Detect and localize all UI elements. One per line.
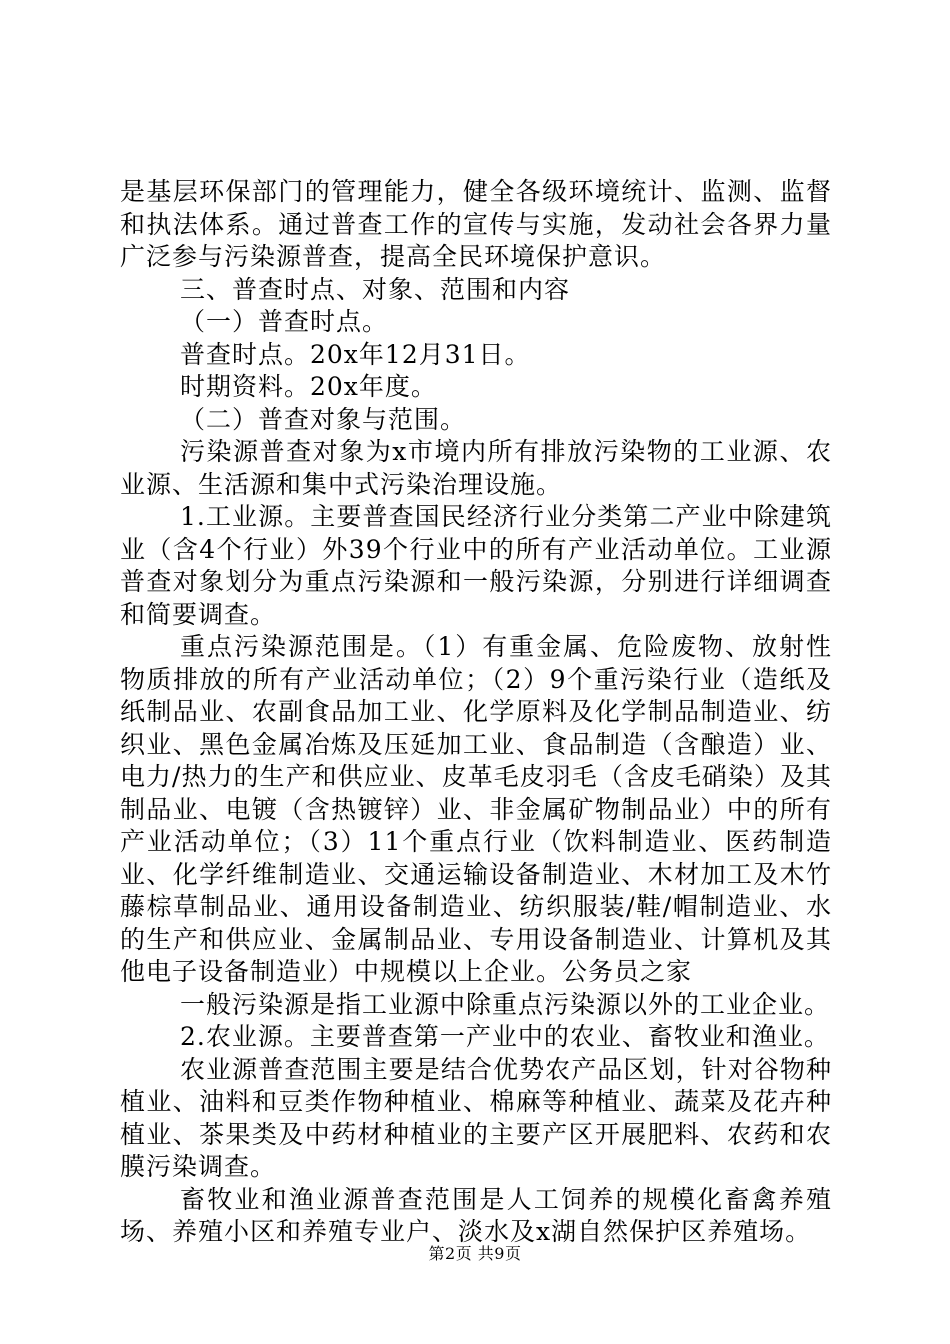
paragraph-period-data: 时期资料。20x年度。 (180, 372, 437, 401)
subsection-heading-two: （二）普查对象与范围。 (180, 404, 467, 434)
page-number-footer: 第2页 共9页 (428, 1244, 522, 1263)
paragraph-general-pollution-sources: 一般污染源是指工业源中除重点污染源以外的工业企业。 (180, 989, 831, 1019)
paragraph-agricultural-scope: 农业源普查范围主要是结合优势农产品区划，针对谷物种植业、油料和豆类作物种植业、棉麻等种植业、蔬菜及花卉种植业、茶果类及中药材种植业的主要产区开展肥料、农药和农膜污染调查。 (120, 1054, 832, 1181)
paragraph-continuation: 是基层环保部门的管理能力，健全各级环境统计、监测、监督和执法体系。通过普查工作的宣传与实施，发动社会各界力量广泛参与污染源普查，提高全民环境保护意识。 (120, 177, 832, 271)
paragraph-key-pollution-sources: 重点污染源范围是。（1）有重金属、危险废物、放射性物质排放的所有产业活动单位；（2）9个重污染行业（造纸及纸制品业、农副食品加工业、化学原料及化学制品制造业、纺织业、黑色金属冶炼及压延加工业、食品制造（含酿造）业、电力/热力的生产和供应业、皮革毛皮羽毛（含皮毛硝染）及其制品业、电镀（含热镀锌）业、非金属矿物制品业）中的所有产业活动单位；（3）11个重点行业（饮料制造业、医药制造业、化学纤维制造业、交通运输设备制造业、木材加工及木竹藤棕草制品业、通用设备制造业、纺织服装/鞋/帽制造业、水的生产和供应业、金属制品业、专用设备制造业、计算机及其他电子设备制造业）中规模以上企业。公务员之家 (120, 632, 832, 986)
paragraph-census-objects: 污染源普查对象为x市境内所有排放污染物的工业源、农业源、生活源和集中式污染治理设施。 (120, 437, 832, 499)
paragraph-census-time: 普查时点。20x年12月31日。 (180, 339, 531, 369)
paragraph-industrial-source: 1.工业源。主要普查国民经济行业分类第二产业中除建筑业（含4个行业）外39个行业中的所有产业活动单位。工业源普查对象划分为重点污染源和一般污染源，分别进行详细调查和简要调查。 (120, 502, 832, 629)
document-body (120, 176, 832, 1249)
subsection-heading-one: （一）普查时点。 (180, 307, 389, 336)
paragraph-livestock-fishery-scope: 畜牧业和渔业源普查范围是人工饲养的规模化畜禽养殖场、养殖小区和养殖专业户、淡水及x湖自然保护区养殖场。 (120, 1184, 832, 1246)
paragraph-agricultural-source: 2.农业源。主要普查第一产业中的农业、畜牧业和渔业。 (180, 1022, 830, 1051)
section-heading-three: 三、普查时点、对象、范围和内容 (180, 274, 571, 304)
